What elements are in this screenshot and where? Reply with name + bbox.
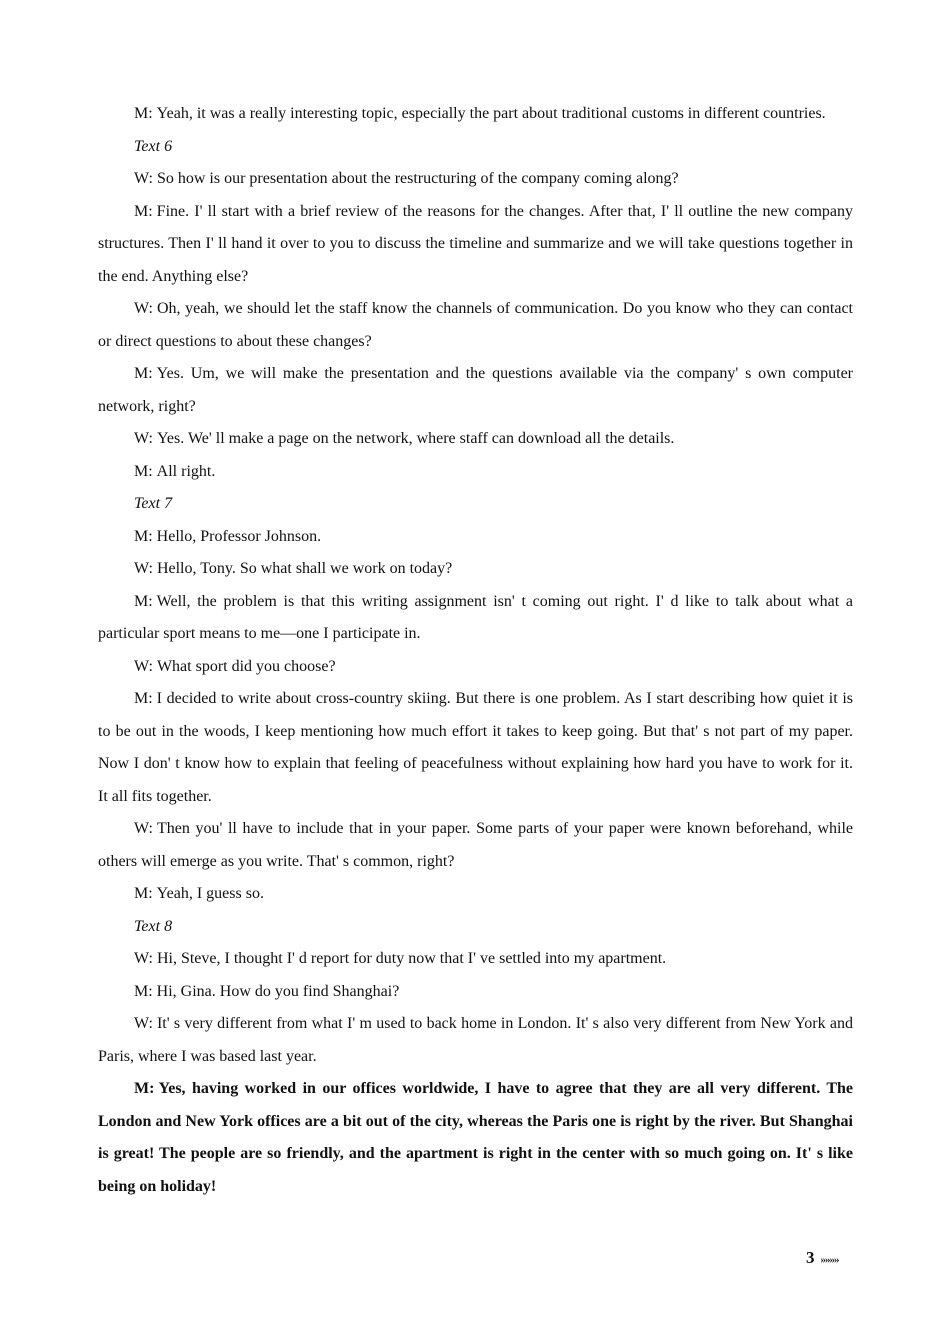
speaker-label: W: [134, 820, 153, 837]
dialogue-text: All right. [156, 462, 216, 480]
dialogue-line [98, 878, 853, 911]
speaker-label: M: [134, 592, 153, 610]
dialogue-line [98, 943, 853, 976]
dialogue-line [98, 651, 853, 684]
dialogue-line [98, 586, 853, 651]
dialogue-line [98, 196, 853, 294]
speaker-label: W: [134, 560, 153, 577]
speaker-label: M: [134, 690, 153, 707]
dialogue-line [98, 976, 853, 1009]
dialogue-line [98, 358, 853, 423]
dialogue-text: Yeah, it was a really interesting topic, especially the part about traditional customs in different countries. [156, 105, 826, 122]
dialogue-text: So how is our presentation about the restructuring of the company coming along? [156, 170, 679, 187]
dialogue-text: Hello, Professor Johnson. [156, 527, 322, 545]
dialogue-text: Hi, Gina. How do you find Shanghai? [156, 982, 400, 1000]
dialogue-line [98, 293, 853, 358]
dialogue-line [98, 553, 853, 586]
speaker-label: W: [134, 430, 153, 447]
dialogue-text: I decided to write about cross-country skiing. But there is one problem. As I start describing how quiet it is to be out in the woods, I keep mentioning how much effort it takes to keep going. But that' s not part of my paper. Now I don' t know how to explain that feeling of peacefulness without explaining how hard you have to work for it. It all fits together. [98, 690, 853, 805]
dialogue-text: What sport did you choose? [156, 657, 336, 675]
speaker-label: M: [134, 885, 153, 902]
dialogue-line [98, 423, 853, 456]
dialogue-line [98, 1073, 853, 1203]
speaker-label: W: [134, 300, 153, 317]
dialogue-text: Yes. We' ll make a page on the network, where staff can download all the details. [156, 430, 675, 447]
speaker-label: M: [134, 462, 153, 480]
dialogue-text: Oh, yeah, we should let the staff know the channels of communication. Do you know who they can contact or direct questions to about these changes? [98, 300, 853, 350]
speaker-label: M: [134, 202, 153, 220]
section-heading: Text 8 [134, 917, 173, 935]
dialogue-text: Then you' ll have to include that in your paper. Some parts of your paper were known beforehand, while others will emerge as you write. That' s common, right? [98, 820, 853, 870]
dialogue-text: Well, the problem is that this writing assignment isn' t coming out right. I' d like to talk about what a particular sport means to me—one I participate in. [98, 592, 853, 642]
section-heading: Text 6 [134, 137, 173, 155]
speaker-label: W: [134, 950, 153, 967]
dialogue-text: Yeah, I guess so. [156, 885, 264, 902]
dialogue-line [98, 683, 853, 813]
transcript-body [98, 98, 853, 1203]
dialogue-text: Hello, Tony. So what shall we work on today? [156, 560, 453, 577]
dialogue-line [98, 521, 853, 554]
speaker-label: M: [134, 982, 153, 1000]
page-number [806, 1248, 839, 1268]
dialogue-line [98, 98, 853, 131]
dialogue-text: Yes, having worked in our offices worldwide, I have to agree that they are all very different. The London and New York offices are a bit out of the city, whereas the Paris one is right by the river. But Shanghai is great! The people are so friendly, and the apartment is right in the center with so much going on. It' s like being on holiday! [98, 1080, 853, 1195]
speaker-label: M: [134, 365, 153, 382]
speaker-label: M: [134, 527, 153, 545]
speaker-label: W: [134, 657, 153, 675]
speaker-label: W: [134, 170, 153, 187]
page-number-value: 3 [806, 1248, 815, 1267]
section-heading: Text 7 [134, 495, 173, 512]
speaker-label: W: [134, 1015, 153, 1032]
page-number-mark: »»»» [820, 1254, 839, 1266]
dialogue-text: Hi, Steve, I thought I' d report for duty now that I' ve settled into my apartment. [156, 950, 667, 967]
dialogue-line [98, 456, 853, 489]
dialogue-line [98, 1008, 853, 1073]
speaker-label: M: [134, 105, 153, 122]
dialogue-line [98, 163, 853, 196]
speaker-label: M: [134, 1080, 155, 1097]
dialogue-line [98, 813, 853, 878]
dialogue-text: Yes. Um, we will make the presentation and the questions available via the company' s own computer network, right? [98, 365, 853, 415]
dialogue-text: It' s very different from what I' m used to back home in London. It' s also very different from New York and Paris, where I was based last year. [98, 1015, 853, 1065]
dialogue-text: Fine. I' ll start with a brief review of the reasons for the changes. After that, I' ll outline the new company structures. Then I' ll hand it over to you to discuss the timeline and summarize and we will take questions together in the end. Anything else? [98, 202, 853, 285]
